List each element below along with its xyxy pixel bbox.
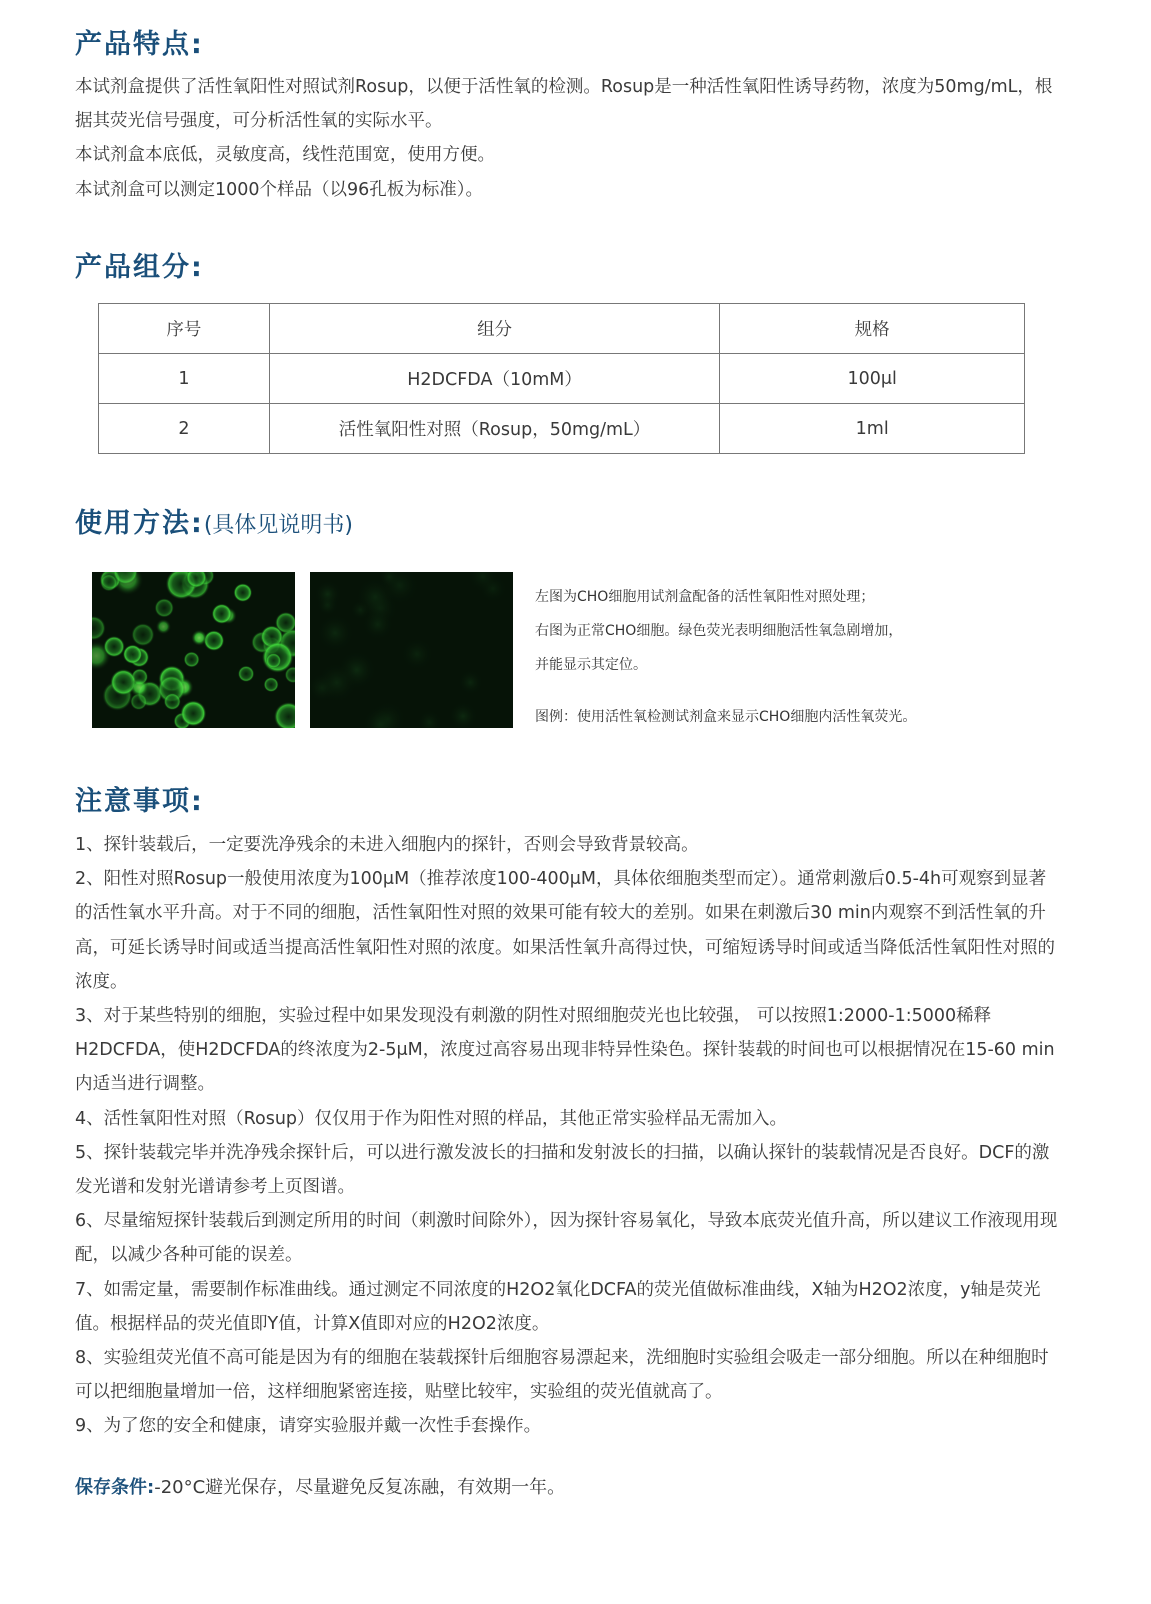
dim-cell	[400, 637, 435, 672]
fluorescent-cell	[123, 645, 143, 665]
cell-index: 1	[99, 354, 270, 404]
features-text	[75, 70, 1060, 207]
header-component: 组分	[269, 304, 720, 354]
dim-cell	[315, 661, 358, 704]
usage-heading-sub: (具体见说明书)	[203, 513, 353, 538]
notes-heading: 注意事项:	[75, 786, 204, 817]
components-table	[98, 303, 1025, 454]
dim-cell	[457, 669, 484, 696]
note-item: 8、实验组荧光值不高可能是因为有的细胞在装载探针后细胞容易漂起来，洗细胞时实验组会吸走一部分细胞。所以在种细胞时可以把细胞量增加一倍，这样细胞紧密连接，贴壁比较牢，实验组的荧光值就高了。	[75, 1348, 1049, 1403]
table-row	[99, 404, 1025, 454]
features-heading: 产品特点:	[75, 29, 204, 60]
cell-spec: 100μl	[720, 354, 1025, 404]
table-header-row	[99, 304, 1025, 354]
cell-index: 2	[99, 404, 270, 454]
dim-cell	[350, 599, 371, 620]
fluorescent-cell	[130, 678, 149, 697]
cell-spec: 1ml	[720, 404, 1025, 454]
features-line: 本试剂盒提供了活性氧阳性对照试剂Rosup，以便于活性氧的检测。Rosup是一种活性氧阳性诱导药物，浓度为50mg/mL，根据其荧光信号强度，可分析活性氧的实际水平。	[75, 77, 1053, 132]
usage-heading	[75, 501, 353, 540]
storage-text: -20°C避光保存，尽量避免反复冻融，有效期一年。	[154, 1477, 566, 1498]
note-item: 6、尽量缩短探针装载后到测定所用的时间（刺激时间除外），因为探针容易氧化，导致本底荧光值升高，所以建议工作液现用现配，以减少各种可能的误差。	[75, 1211, 1058, 1266]
fluorescent-cell	[156, 619, 171, 634]
fluorescent-cell	[238, 666, 254, 682]
fluorescent-cell	[266, 653, 282, 669]
fluorescent-cell	[103, 636, 124, 657]
fluorescent-cell	[100, 574, 117, 591]
dim-cell	[315, 613, 355, 653]
header-index: 序号	[99, 304, 270, 354]
fluorescence-image-control	[310, 572, 513, 728]
note-item: 2、阳性对照Rosup一般使用浓度为100μM（推荐浓度100-400μM，具体依细胞类型而定）。通常刺激后0.5-4h可观察到显著的活性氧水平升高。对于不同的细胞，活性氧阳性对照的效果可能有较大的差别。如果在刺激后30 min内观察不到活性氧的升高，可延长诱导时间或适当提高活性氧阳性对照的浓度。如果活性氧升高得过快，可缩短诱导时间或适当降低活性氧阳性对照的浓度。	[75, 869, 1055, 992]
features-line: 本试剂盒可以测定1000个样品（以96孔板为标准）。	[75, 179, 484, 200]
table-row	[99, 354, 1025, 404]
fluorescent-cell	[184, 652, 200, 668]
fluorescence-image-positive	[92, 572, 295, 728]
fluorescent-cell	[264, 677, 279, 692]
usage-heading-title: 使用方法:	[75, 508, 204, 539]
storage-conditions	[75, 1473, 565, 1499]
image-caption-line: 并能显示其定位。	[535, 657, 647, 673]
note-item: 7、如需定量，需要制作标准曲线。通过测定不同浓度的H2O2氧化DCFA的荧光值做标准曲线，X轴为H2O2浓度，y轴是荧光值。根据样品的荧光值即Y值，计算X值即对应的H2O2浓度。	[75, 1279, 1041, 1334]
image-legend: 图例：使用活性氧检测试剂盒来显示CHO细胞内活性氧荧光。	[535, 709, 917, 725]
fluorescent-cell	[155, 598, 174, 617]
header-spec: 规格	[720, 304, 1025, 354]
components-heading: 产品组分:	[75, 252, 204, 283]
fluorescent-cell	[191, 630, 207, 646]
fluorescent-cell	[164, 693, 181, 710]
dim-cell	[313, 580, 342, 609]
note-item: 5、探针装载完毕并洗净残余探针后，可以进行激发波长的扫描和发射波长的扫描，以确认探针的装载情况是否良好。DCF的激发光谱和发射光谱请参考上页图谱。	[75, 1142, 1050, 1198]
storage-label: 保存条件:	[75, 1477, 155, 1498]
image-caption-line: 右图为正常CHO细胞。绿色荧光表明细胞活性氧急剧增加，	[535, 623, 903, 639]
fluorescent-cell	[131, 623, 154, 646]
notes-list	[75, 828, 1060, 1444]
cell-component: H2DCFDA（10mM）	[269, 354, 720, 404]
fluorescent-cell	[180, 700, 206, 726]
cell-component: 活性氧阳性对照（Rosup，50mg/mL）	[269, 404, 720, 454]
features-line: 本试剂盒本底低，灵敏度高，线性范围宽，使用方便。	[75, 145, 495, 166]
note-item: 1、探针装载后，一定要洗净残余的未进入细胞内的探针，否则会导致背景较高。	[75, 835, 699, 855]
fluorescent-cell	[233, 583, 252, 602]
note-item: 9、为了您的安全和健康，请穿实验服并戴一次性手套操作。	[75, 1416, 542, 1437]
fluorescent-cell	[212, 604, 232, 624]
note-item: 3、对于某些特别的细胞，实验过程中如果发现没有刺激的阴性对照细胞荧光也比较强， 可以按照1:2000-1:5000稀释H2DCFDA，使H2DCFDA的终浓度为2-5μM，浓度过高容易出现非特异性染色。探针装载的时间也可以根据情况在15-60 min内适当进行调整。	[75, 1006, 1055, 1095]
image-caption-line: 左图为CHO细胞用试剂盒配备的活性氧阳性对照处理；	[535, 589, 875, 605]
note-item: 4、活性氧阳性对照（Rosup）仅仅用于作为阳性对照的样品，其他正常实验样品无需加入。	[75, 1108, 788, 1129]
